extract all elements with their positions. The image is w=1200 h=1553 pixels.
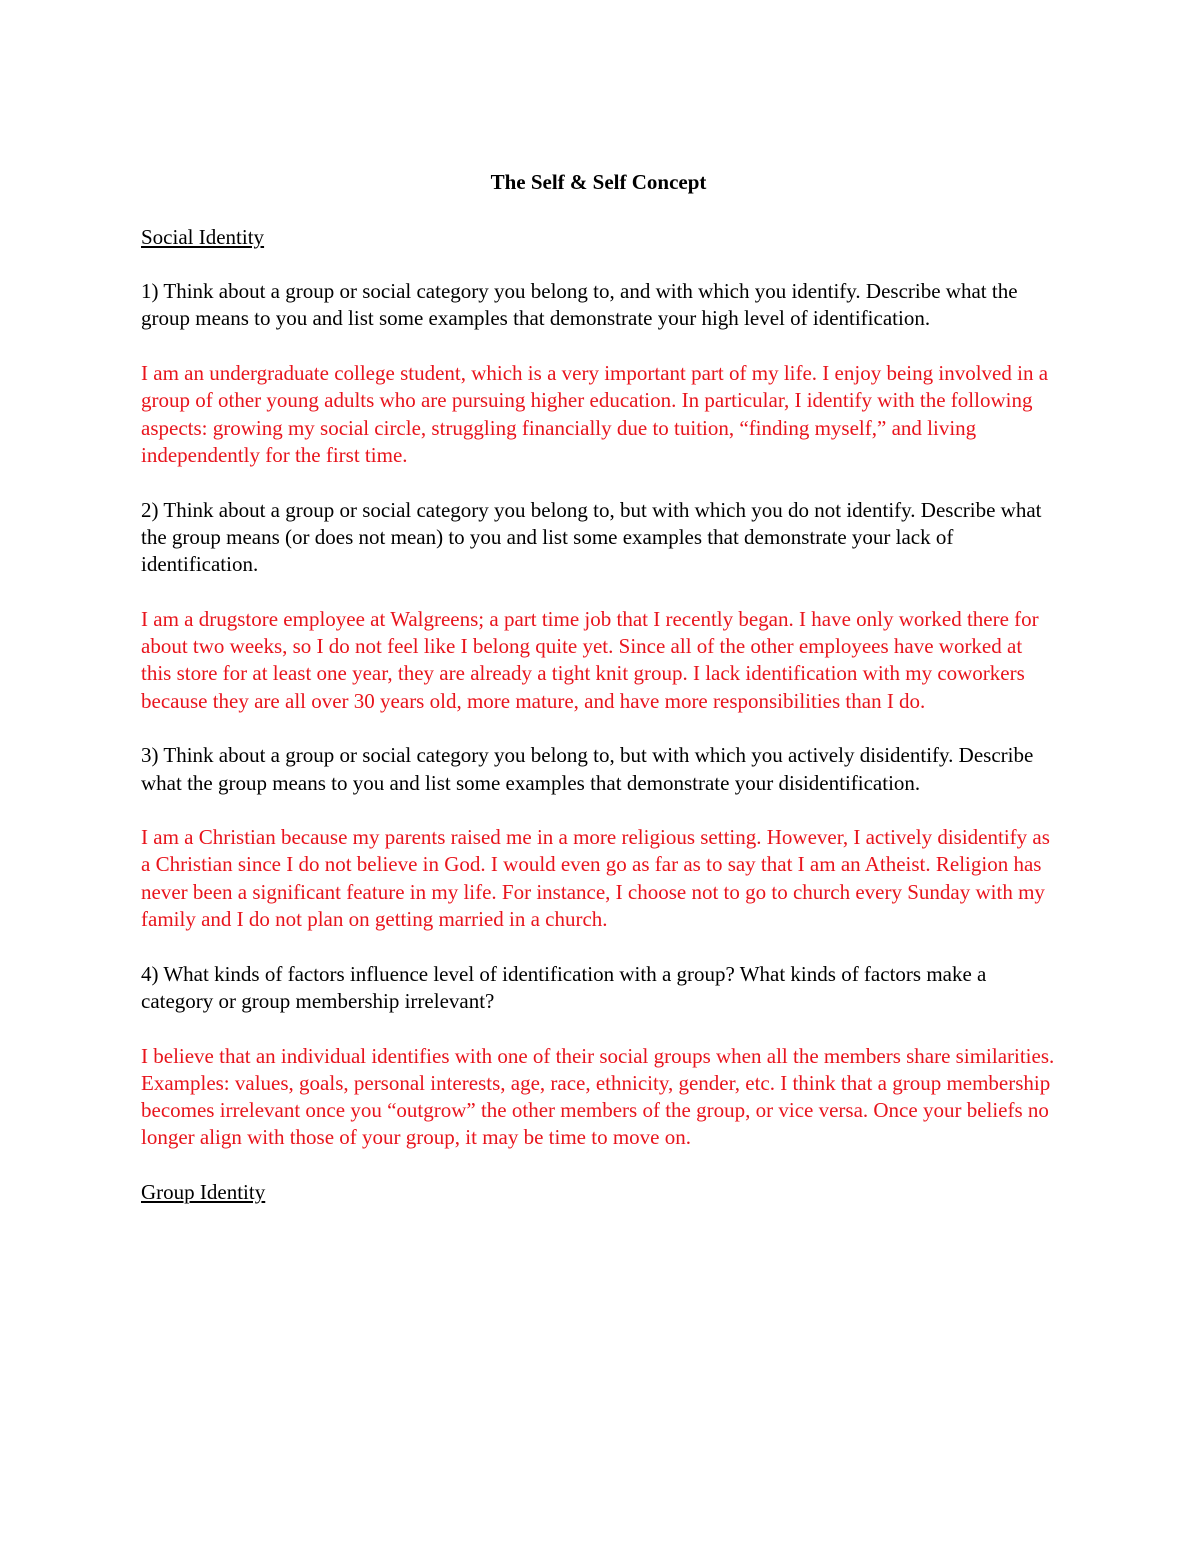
answer-2: I am a drugstore employee at Walgreens; a part time job that I recently began. I have only worked there for about two weeks, so I do not feel like I belong quite yet. Since all of the other employees have worked at this store for at least one year, they are already a tight knit group. I lack identification with my coworkers because they are all over 30 years old, more mature, and have more responsibilities than I do. xyxy=(141,606,1039,713)
document-body xyxy=(141,169,1056,1234)
question-1: 1) Think about a group or social category you belong to, and with which you identify. Describe what the group means to you and list some examples that demonstrate your high level of identification. xyxy=(141,279,1018,331)
question-3: 3) Think about a group or social category you belong to, but with which you actively disidentify. Describe what the group means to you and list some examples that demonstrate your disidentification. xyxy=(141,743,1034,795)
question-4: 4) What kinds of factors influence level of identification with a group? What kinds of factors make a category or group membership irrelevant? xyxy=(141,961,987,1013)
question-2: 2) Think about a group or social category you belong to, but with which you do not identify. Describe what the group means (or does not mean) to you and list some examples that demonstrate your lack of identification. xyxy=(141,497,1042,577)
answer-1: I am an undergraduate college student, which is a very important part of my life. I enjoy being involved in a group of other young adults who are pursuing higher education. In particular, I identify with the following aspects: growing my social circle, struggling financially due to tuition, “finding myself,” and living independently for the first time. xyxy=(141,361,1049,467)
answer-3: I am a Christian because my parents raised me in a more religious setting. However, I actively disidentify as a Christian since I do not believe in God. I would even go as far as to say that I am an Atheist. Religion has never been a significant feature in my life. For instance, I choose not to go to church every Sunday with my family and I do not plan on getting married in a church. xyxy=(141,825,1050,932)
section-heading-group-identity: Group Identity xyxy=(141,1179,266,1204)
answer-4: I believe that an individual identifies with one of their social groups when all the members share similarities. Examples: values, goals, personal interests, age, race, ethnicity, gender, etc. I think that a group membership becomes irrelevant once you “outgrow” the other members of the group, or vice versa. Once your beliefs no longer align with those of your group, it may be time to move on. xyxy=(141,1043,1055,1150)
document-title: The Self & Self Concept xyxy=(490,170,707,194)
section-heading-social-identity: Social Identity xyxy=(141,224,265,249)
